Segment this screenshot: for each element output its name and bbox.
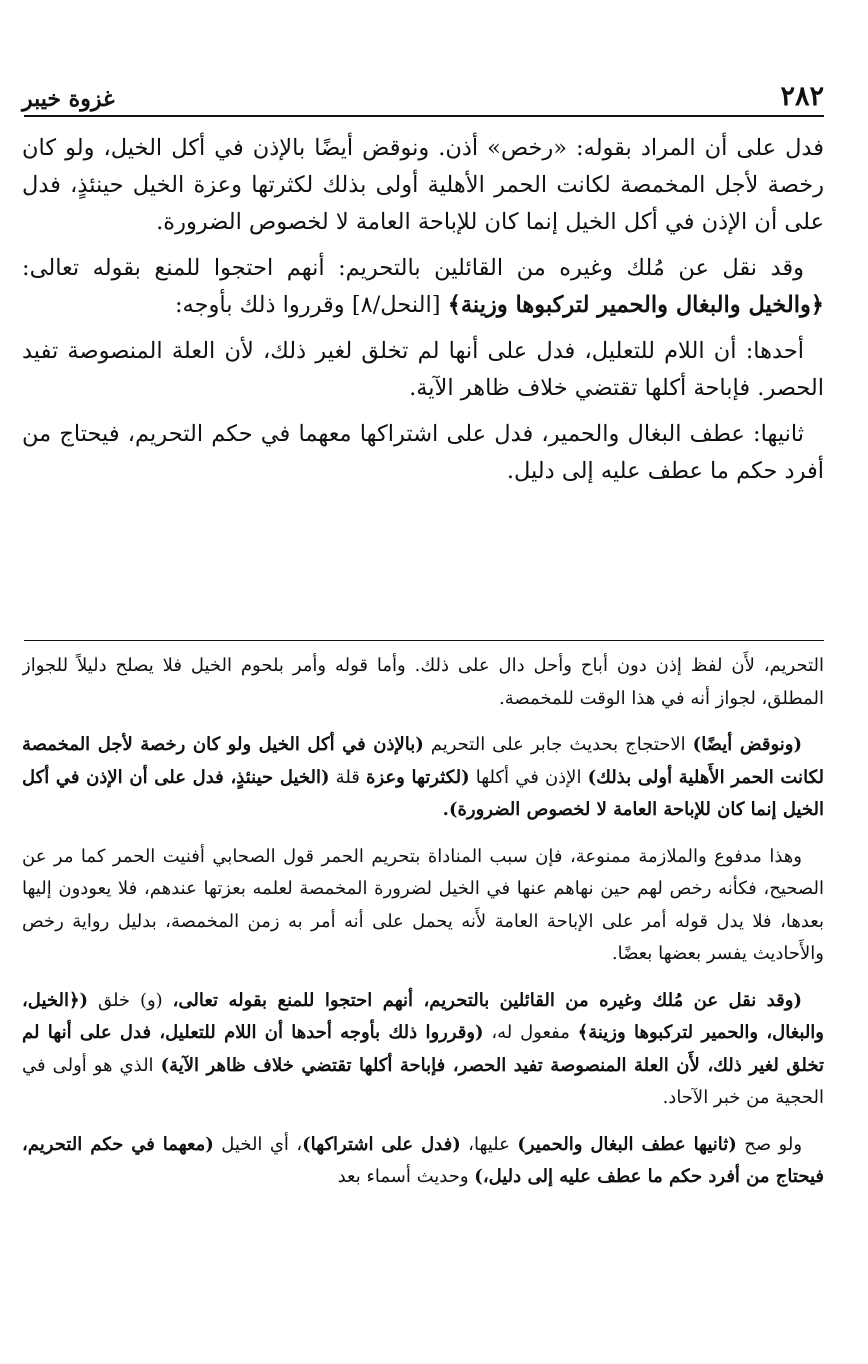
commentary-paragraph-5: [22, 1129, 824, 1194]
commentary-text-span: ، أي الخيل: [213, 1133, 303, 1155]
commentary-text-span: مفعول له،: [483, 1022, 578, 1043]
main-paragraph-1: فدل على أن المراد بقوله: «رخص» أذن. ونوقض أيضًا بالإذن في أكل الخيل، ولو كان رخصة لأجل المخمصة لكانت الحمر الأهلية أولى بذلك لكثرتها وعزة الخيل حينئذٍ، فدل على أن الإذن في أكل الخيل إنما كان للإباحة العامة لا لخصوص الضرورة.: [22, 135, 824, 235]
commentary-text-span: قلة: [329, 766, 367, 788]
commentary-paragraph-4: [22, 985, 824, 1115]
main-paragraph-2-intro: وقد نقل عن مُلك وغيره من القائلين بالتحريم: أنهم احتجوا للمنع بقوله تعالى:: [22, 255, 804, 281]
commentary-paragraph-2: [22, 729, 824, 827]
quoted-text: (وقد نقل عن مُلك وغيره من القائلين بالتحريم، أنهم احتجوا للمنع بقوله تعالى،: [172, 989, 802, 1011]
main-paragraph-2-outro: وقرروا ذلك بأوجه:: [174, 292, 352, 318]
main-text: [22, 130, 824, 636]
page-header: [22, 66, 824, 110]
commentary-text-span: عليها،: [460, 1133, 518, 1155]
quran-verse: ﴿والخيل والبغال والحمير لتركبوها وزينة﴾: [447, 292, 824, 318]
page-number: ٢٨٢: [780, 81, 824, 112]
main-paragraph-4: ثانيها: عطف البغال والحمير، فدل على اشتراكها معهما في حكم التحريم، فيحتاج من أفرد حكم ما عطف عليه إلى دليل.: [22, 421, 824, 484]
header-divider: [24, 115, 824, 117]
commentary-paragraph-3: وهذا مدفوع والملازمة ممنوعة، فإن سبب المناداة بتحريم الحمر قول الصحابي أفنيت الحمر كما مر عن الصحيح، فكأنه رخص لهم حين نهاهم عنها في الخيل لضرورة المخمصة لعلمه بعزتها عندهم، فلا يعودون إليها بعدها، فلا يدل قوله أمر على الإباحة العامة لأَنه يحمل على أنه أمر به زمن المخمصة، بدليل رواية رخص والأَحاديث يفسر بعضها بعضًا.: [22, 845, 824, 964]
quoted-text: (معهما في حكم التحريم، فيحتاج من أفرد حكم ما عطف عليه إلى دليل،): [22, 1133, 824, 1187]
quoted-text: (بالإذن في أكل الخيل ولو كان رخصة لأجل المخمصة لكانت الحمر الأَهلية أولى بذلك): [22, 734, 824, 788]
quoted-text: (لكثرتها وعزة: [366, 766, 470, 788]
commentary-text-span: وحديث أسماء بعد: [337, 1166, 475, 1187]
commentary-text: [22, 650, 824, 1354]
main-paragraph-2: [22, 250, 824, 324]
commentary-text-span: الاحتجاج بحديث جابر على التحريم: [423, 734, 693, 755]
quoted-text: (وقرروا ذلك بأوجه أحدها أن اللام للتعليل، فدل على أنها لم تخلق لغير ذلك، لأَن العلة المنصوصة تفيد الحصر، فإباحة أكلها تقتضي خلاف ظاهر الآية): [22, 1022, 824, 1076]
running-title: غزوة خيبر: [22, 86, 115, 112]
commentary-text-span: الإذن في أكلها: [469, 766, 588, 788]
quoted-text: (فدل على اشتراكها): [302, 1133, 461, 1155]
commentary-paragraph-1: التحريم، لأَن لفظ إذن دون أباح وأحل دال على ذلك. وأما قوله وأمر بلحوم الخيل فلا يصلح دليلاً للجواز المطلق، لجواز أنه في هذا الوقت للمخمصة.: [22, 655, 824, 709]
quoted-text: (ثانيها عطف البغال والحمير): [517, 1133, 737, 1155]
commentary-divider: [24, 640, 824, 641]
commentary-text-span: ولو صح: [736, 1133, 803, 1155]
quoted-text: (الخيل حينئذٍ، فدل على أن الإذن في أكل الخيل إنما كان للإباحة العامة لا لخصوص الضرورة).: [22, 766, 824, 820]
quoted-text: (﴿الخيل، والبغال، والحمير لتركبوها وزينة﴾: [22, 989, 824, 1043]
verse-reference: [النحل/٨]: [351, 292, 448, 318]
commentary-text-span: الذي هو أولى في الحجية من خبر الآحاد.: [22, 1054, 824, 1108]
main-paragraph-3: أحدها: أن اللام للتعليل، فدل على أنها لم تخلق لغير ذلك، لأن العلة المنصوصة تفيد الحصر. فإباحة أكلها تقتضي خلاف ظاهر الآية.: [22, 338, 824, 401]
commentary-text-span: (و) خلق: [88, 989, 173, 1011]
quoted-text: (ونوقض أيضًا): [692, 734, 802, 755]
